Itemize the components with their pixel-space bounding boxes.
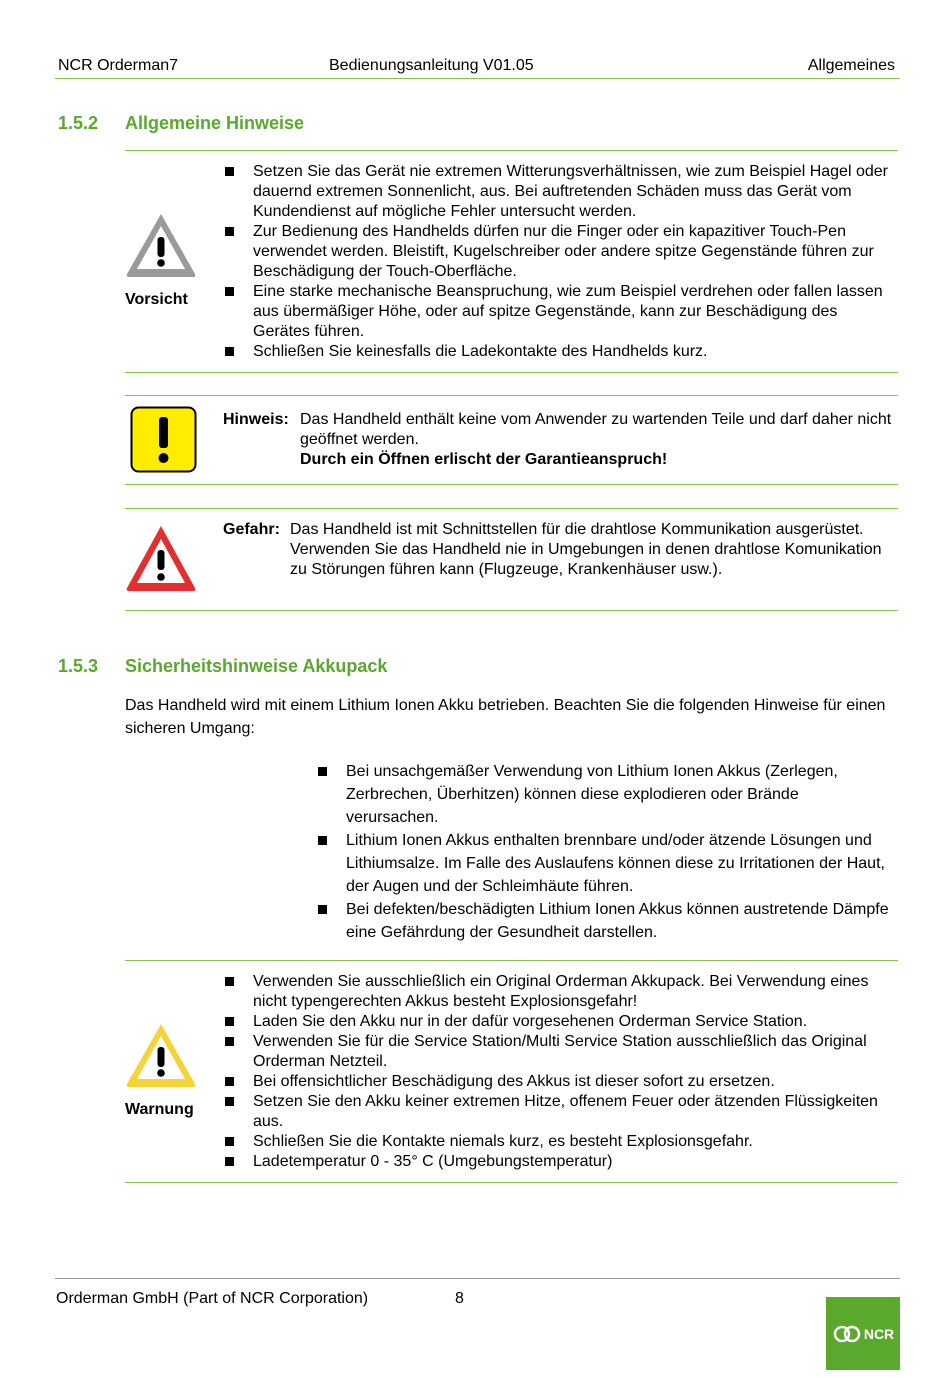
list-item: Schließen Sie die Kontakte niemals kurz, es besteht Explosionsgefahr. (223, 1132, 893, 1152)
divider (125, 484, 898, 485)
warning-triangle-icon (124, 1020, 198, 1095)
list-item: Bei unsachgemäßer Verwendung von Lithium Ionen Akkus (Zerlegen, Zerbrechen, Überhitzen) können diese explodieren oder Brände verursachen. (316, 760, 890, 829)
hinweis-bold-text: Durch ein Öffnen erlischt der Garantieanspruch! (300, 451, 668, 468)
divider (125, 1182, 898, 1183)
header-center: Bedienungsanleitung V01.05 (329, 57, 534, 74)
section-intro: Das Handheld wird mit einem Lithium Ionen Akku betrieben. Beachten Sie die folgenden Hinweise für einen sicheren Umgang: (125, 697, 886, 737)
gefahr-text: Das Handheld ist mit Schnittstellen für die drahtlose Kommunikation ausgerüstet. Verwenden Sie das Handheld nie in Umgebungen in denen drahtlose Komunikation zu Störungen führen kann (Flugzeuge, Krankenhäuser usw.). (290, 521, 882, 578)
ncr-logo-text: NCR (863, 1325, 895, 1342)
divider (125, 395, 898, 396)
caution-list (223, 162, 893, 362)
exclamation-square-icon (130, 406, 197, 478)
page-number: 8 (455, 1290, 464, 1307)
caution-triangle-icon (124, 210, 198, 285)
caution-label: Vorsicht (125, 291, 188, 308)
header-left: NCR Orderman7 (58, 57, 179, 74)
danger-triangle-icon (124, 522, 198, 599)
list-item: Eine starke mechanische Beanspruchung, wie zum Beispiel verdrehen oder fallen lassen aus übermäßiger Höhe, oder auf spitze Gegenstände, kann zur Beschädigung des Gerätes führen. (223, 282, 893, 342)
warnung-list (223, 972, 893, 1172)
gefahr-notice (223, 520, 893, 580)
ncr-logo-icon (832, 1324, 862, 1344)
divider (125, 508, 898, 509)
footer-rule (55, 1278, 900, 1279)
list-item: Verwenden Sie ausschließlich ein Original Orderman Akkupack. Bei Verwendung eines nicht typengerechten Akkus besteht Explosionsgefahr! (223, 972, 893, 1012)
divider (125, 610, 898, 611)
section-title: Sicherheitshinweise Akkupack (125, 656, 388, 676)
gefahr-label: Gefahr: (223, 521, 280, 538)
list-item: Bei defekten/beschädigten Lithium Ionen Akkus können austretende Dämpfe eine Gefährdung der Gesundheit darstellen. (316, 898, 890, 944)
section-number: 1.5.2 (58, 113, 99, 133)
hinweis-label: Hinweis: (223, 411, 289, 428)
list-item: Setzen Sie das Gerät nie extremen Witterungsverhältnissen, wie zum Beispiel Hagel oder dauernd extremen Sonnenlicht, aus. Bei auftretenden Schäden muss das Gerät vom Kundendienst auf mögliche Fehler untersucht werden. (223, 162, 893, 222)
header-right: Allgemeines (807, 57, 895, 74)
list-item: Setzen Sie den Akku keiner extremen Hitze, offenem Feuer oder ätzenden Flüssigkeiten aus. (223, 1092, 893, 1132)
list-item: Ladetemperatur 0 - 35° C (Umgebungstemperatur) (223, 1152, 893, 1172)
footer-company: Orderman GmbH (Part of NCR Corporation) (56, 1290, 369, 1307)
list-item: Laden Sie den Akku nur in der dafür vorgesehenen Orderman Service Station. (223, 1012, 893, 1032)
warnung-label: Warnung (125, 1101, 194, 1118)
list-item: Schließen Sie keinesfalls die Ladekontakte des Handhelds kurz. (223, 342, 893, 362)
list-item: Verwenden Sie für die Service Station/Multi Service Station ausschließlich das Original Orderman Netzteil. (223, 1032, 893, 1072)
list-item: Bei offensichtlicher Beschädigung des Akkus ist dieser sofort zu ersetzen. (223, 1072, 893, 1092)
header-rule (55, 78, 900, 79)
divider (125, 960, 898, 961)
divider (125, 150, 898, 151)
battery-list (316, 760, 890, 944)
list-item: Lithium Ionen Akkus enthalten brennbare und/oder ätzende Lösungen und Lithiumsalze. Im Falle des Auslaufens können diese zu Irritationen der Haut, der Augen und der Schleimhäute führen. (316, 829, 890, 898)
hinweis-notice (223, 410, 893, 470)
section-title: Allgemeine Hinweise (125, 113, 305, 133)
section-number: 1.5.3 (58, 656, 99, 676)
divider (125, 372, 898, 373)
list-item: Zur Bedienung des Handhelds dürfen nur die Finger oder ein kapazitiver Touch-Pen verwendet werden. Bleistift, Kugelschreiber oder andere spitze Gegenstände führen zur Beschädigung der Touch-Oberfläche. (223, 222, 893, 282)
ncr-logo (826, 1297, 900, 1370)
hinweis-text: Das Handheld enthält keine vom Anwender zu wartenden Teile und darf daher nicht geöffnet werden. (300, 411, 892, 448)
